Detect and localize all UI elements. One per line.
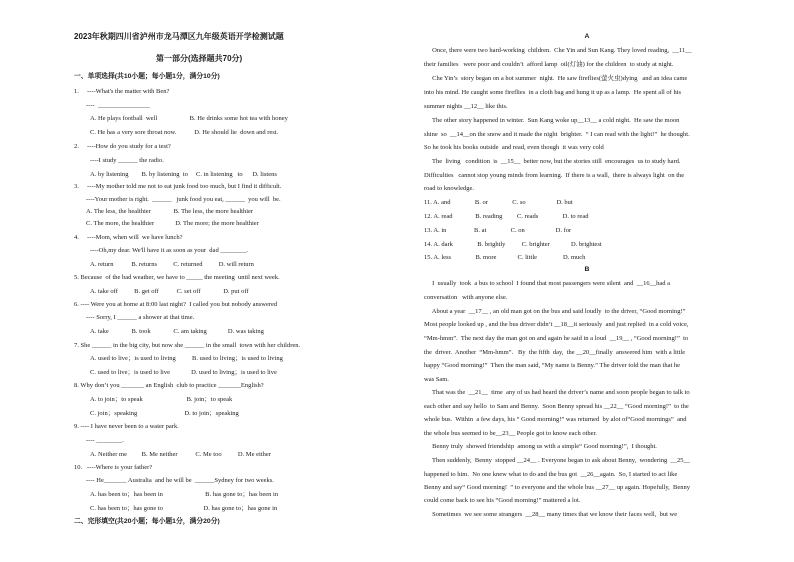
text-line: 13. A. in B. at C. on D. for — [424, 227, 572, 234]
text-line: A. used to live；is used to living B. used to living；is used to living — [90, 355, 283, 362]
doc-title: 2023年秋期四川省泸州市龙马潭区九年级英语开学检测试题 — [74, 32, 284, 41]
text-line: ----Oh,my dear. We'll have it as soon as your dad ________. — [90, 247, 248, 254]
section-heading: A — [584, 33, 590, 40]
text-line: happy “Good morning!” Then the man said, “My name is Benny.” The driver told the man that he — [424, 362, 681, 369]
text-line: 14. A. dark B. brightly C. brighter D. brightest — [424, 241, 602, 248]
text-line: A. return B. returns C. returned D. will return — [90, 261, 254, 268]
text-line: ----I study ______ the radio. — [90, 157, 164, 164]
text-line: could come back to see his “Good morning!” mattered a lot. — [424, 497, 581, 504]
text-line: 15. A. less B. more C. little D. much — [424, 254, 586, 261]
text-line: A. take off B. get off C. set off D. put off — [90, 288, 249, 295]
text-line: conversation with anyone else. — [424, 294, 508, 301]
text-line: Then suddenly, Benny stopped __24__ . Everyone began to ask about Benny, wondering __25__ — [424, 457, 691, 464]
text-line: 12. A. read B. reading C. reads D. to read — [424, 213, 589, 220]
text-line: “Mm-hmm”. The next day the man got on and again he said in a loud __19__ , “Good morning!” to — [424, 335, 689, 342]
text-line: the driver. Another “Mm-hmm”. By the fifth day, the __20__finally answered him with a little — [424, 349, 686, 356]
text-line: A. by listening B. by listening to C. in listening to D. listens — [90, 171, 277, 178]
section-heading: 二、完形填空(共20小题；每小题1分，满分20分) — [74, 518, 220, 525]
text-line: the whole bus seemed to be__23__ People got to know each other. — [424, 430, 597, 437]
text-line: 11. A. and B. or C. so D. but — [424, 199, 573, 206]
text-line: each other and say hello to Sam and Benny. Soon Benny spread his __22__ “Good morning!” to the — [424, 403, 689, 410]
text-line: A. He plays football well B. He drinks some hot tea with honey — [90, 115, 288, 122]
text-line: summer nights __12__ like this. — [424, 103, 508, 110]
text-line: A. has been to；has been in B. has gone to；has been in — [90, 491, 279, 498]
text-line: 6. ---- Were you at home at 8:00 last night? I called you but nobody answered — [74, 301, 278, 308]
doc-title: 第一部分(选择题共70分) — [156, 54, 243, 63]
text-line: About a year __17__ , an old man got on the bus and said loudly to the driver, “Good morning!” — [424, 308, 686, 315]
text-line: C. He has a very sore throat now. D. He should lie down and rest. — [90, 129, 279, 136]
text-line: road to knowledge. — [424, 185, 475, 192]
text-line: was Sam. — [424, 376, 449, 383]
text-line: C. join；speaking D. to join；speaking — [90, 410, 239, 417]
text-line: 4. ----Mom, when will we have lunch? — [74, 234, 183, 241]
section-heading: 一、单项选择(共10小题；每小题1分，满分10分) — [74, 73, 220, 80]
text-line: 5. Because of the bad weather, we have to _____ the meeting until next week. — [74, 274, 280, 281]
text-line: C. has been to；has gone to D. has gone to；has gone in — [90, 505, 278, 512]
text-line: 2. ----How do you study for a test? — [74, 143, 171, 150]
text-line: ---- ________. — [86, 437, 124, 444]
text-line: into his mind. He caught some fireflies in a cloth bag and hung it up as a lamp. He spent all of his — [424, 89, 682, 96]
text-line: Benny truly showed friendship among us with a simple“ Good morning!”, I thought. — [424, 443, 657, 450]
text-line: C. used to live；is used to live D. used to living；is used to live — [90, 369, 277, 376]
text-line: Sometimes we see some strangers __28__ many times that we know their faces well, but we — [424, 511, 678, 518]
text-line: ---- ________________ — [86, 102, 150, 109]
text-line: I usually took a bus to school I found that most passengers were silent and __16__had a — [424, 280, 671, 287]
text-line: That was the __21__ time any of us had heard the driver’s name and soon people began to talk to — [424, 389, 690, 396]
text-line: 7. She ______ in the big city, but now she ______ in the small town with her children. — [74, 342, 301, 349]
text-line: ----Your mother is right. ______ junk food you eat, ______ you will be. — [86, 196, 281, 203]
text-line: Once, there were two hard-working children. Che Yin and Sun Kang. They loved reading, __11__ — [424, 47, 692, 54]
text-line: 8. Why don’t you _______ an English club to practice _______English? — [74, 382, 264, 389]
text-line: The living condition is __15__ better now, but the stories still encourages us to study hard. — [424, 158, 681, 165]
text-line: whole bus. Within a few days, his “ Good morning!” was returned by alot of“Good mornings” and — [424, 416, 687, 423]
text-line: 3. ----My mother told me not to eat junk food too much, but I find it difficult. — [74, 183, 282, 190]
text-line: Che Yin’s story began on a hot summer night. He saw fireflies(萤火虫)dying and an idea came — [424, 75, 688, 82]
text-line: A. The less, the healthier B. The less, the more healthier — [86, 208, 254, 215]
text-line: C. The more, the healthier D. The more; the more healthier — [86, 220, 259, 227]
text-line: ---- Sorry, I ______ a shower at that time. — [86, 314, 195, 321]
text-line: A. Neither me B. Me neither C. Me too D. Me either — [90, 451, 271, 458]
text-line: 9. ---- I have never been to a water park. — [74, 423, 179, 430]
text-line: A. to join；to speak B. join；to speak — [90, 396, 233, 403]
text-line: ---- He_______ Australia and he will be ______Sydney for two weeks. — [86, 477, 274, 484]
text-line: 1. ----What's the matter with Ben? — [74, 88, 170, 95]
text-line: shine so __14__on the snow and it made the night brighter. “ I can read with the light!” he thought. — [424, 131, 690, 138]
text-line: Benny and say“ Good morning! ” to everyone and the whole bus __27__ up again. Hopefully, Benny — [424, 484, 691, 491]
text-line: A. take B. took C. am taking D. was taking — [90, 328, 264, 335]
text-line: So he took his books outside and read, even though it was very cold — [424, 144, 604, 151]
text-line: 10. ----Where is your father? — [74, 464, 153, 471]
text-line: happened to him. No one knew what to do and the bus got __26__again. So, I started to act like — [424, 471, 678, 478]
text-line: The other story happened in winter. Sun Kang woke up__13__ a cold night. He saw the moon — [424, 117, 680, 124]
text-line: Difficulties cannot stop young minds from learning. If there is a wall, there is always light on the — [424, 172, 685, 179]
text-line: their families were poor and couldn’t afford lamp oil(灯油) for the children to study at night. — [424, 61, 674, 68]
section-heading: B — [584, 266, 590, 273]
text-line: Most people looked up , and the bus driver didn’t __18__it seriously and just replied in a cold voice, — [424, 321, 689, 328]
